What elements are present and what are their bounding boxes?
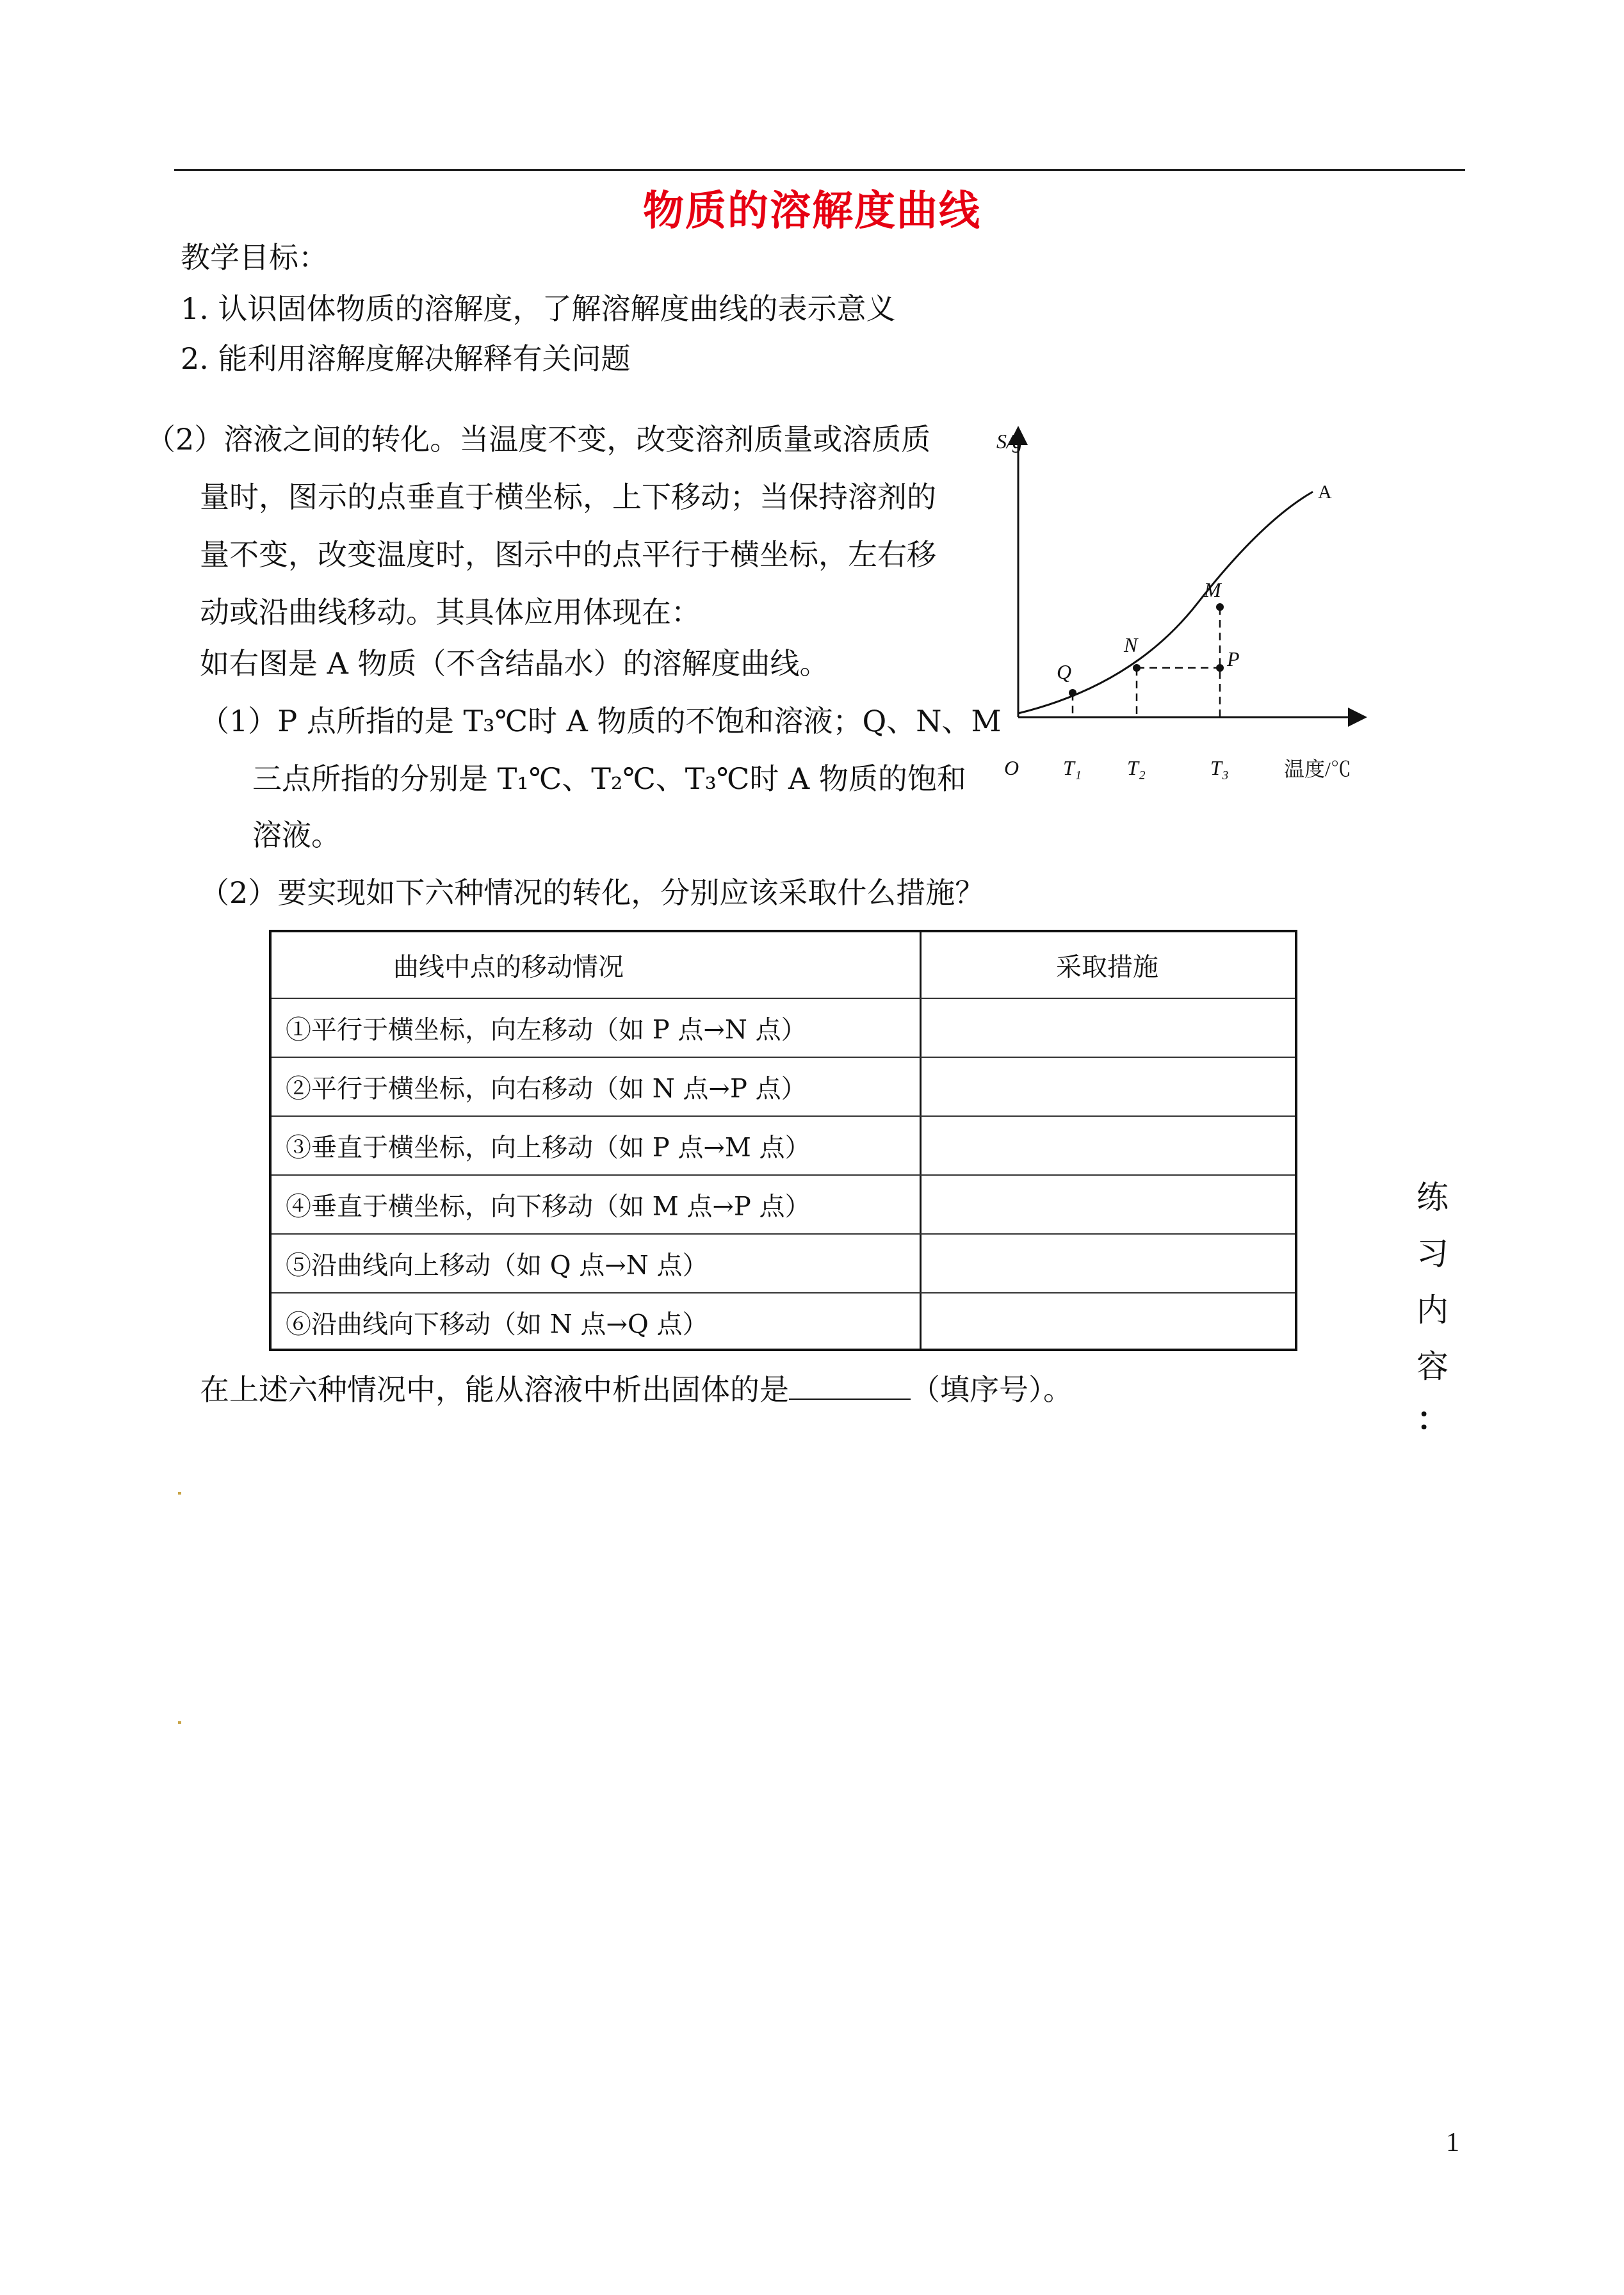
table-row [272,1057,1295,1115]
measure-cell-5[interactable] [920,1235,1295,1292]
row-desc-3: ③垂直于横坐标，向上移动（如 P 点→M 点） [286,1133,811,1163]
section-line-4: 动或沿曲线移动。其具体应用体现在： [200,595,701,629]
side-label-char-4: 容 [1417,1348,1449,1385]
section-line-6: （1）P 点所指的是 T₃℃时 A 物质的不饱和溶液；Q、N、M [200,704,1002,738]
x-tick-t2: T₂ [1127,756,1146,779]
table-header-left-cell [272,932,920,998]
section-line-8: 溶液。 [252,818,341,852]
solubility-curve-chart [980,416,1377,794]
objective-item-1: 1. 认识固体物质的溶解度，了解溶解度曲线的表示意义 [181,291,896,326]
section-line-7: 三点所指的分别是 T₁℃、T₂℃、T₃℃时 A 物质的饱和 [252,761,966,796]
table-row [272,1115,1295,1174]
row-desc-6: ⑥沿曲线向下移动（如 N 点→Q 点） [286,1310,708,1340]
x-tick-t1: T₁ [1063,756,1082,779]
table-row [272,998,1295,1057]
origin-label: O [1004,756,1019,779]
row-desc-2: ②平行于横坐标，向右移动（如 N 点→P 点） [286,1074,807,1104]
table-cell-desc [272,1058,920,1115]
side-label-char-1: 练 [1417,1179,1449,1216]
row-desc-1: ①平行于横坐标，向左移动（如 P 点→N 点） [286,1015,807,1045]
movement-table [269,930,1297,1351]
measure-cell-3[interactable] [920,1117,1295,1174]
row-desc-5: ⑤沿曲线向上移动（如 Q 点→N 点） [286,1251,708,1281]
side-label-char-2: 习 [1417,1235,1449,1272]
fill-blank-question [200,1370,1073,1409]
fill-blank-before: 在上述六种情况中，能从溶液中析出固体的是 [200,1372,789,1407]
page-title: 物质的溶解度曲线 [643,188,981,235]
question-2: （2）要实现如下六种情况的转化，分别应该采取什么措施？ [200,875,985,910]
table-header-right-cell [920,932,1295,998]
table-row [272,1233,1295,1292]
table-row [272,1174,1295,1233]
section-line-5: 如右图是 A 物质（不含结晶水）的溶解度曲线。 [200,646,829,681]
scan-mark [178,1721,181,1724]
row-desc-4: ④垂直于横坐标，向下移动（如 M 点→P 点） [286,1192,811,1222]
table-cell-desc [272,1117,920,1174]
point-label-p: P [1227,647,1240,670]
series-a-label: A [1318,482,1332,503]
section-line-2: 量时，图示的点垂直于横坐标，上下移动；当保持溶剂的 [200,480,936,514]
objectives-heading: 教学目标： [181,240,328,275]
measure-cell-6[interactable] [920,1293,1295,1351]
table-header-left: 曲线中点的移动情况 [393,952,624,982]
answer-blank[interactable] [789,1373,911,1400]
section-line-3: 量不变，改变温度时，图示中的点平行于横坐标，左右移 [200,537,936,572]
section-line-1: （2）溶液之间的转化。当温度不变，改变溶剂质量或溶质质 [146,422,931,457]
table-cell-desc [272,999,920,1057]
table-cell-desc [272,1293,920,1351]
side-label-char-3: 内 [1417,1292,1449,1329]
measure-cell-1[interactable] [920,999,1295,1057]
measure-cell-4[interactable] [920,1176,1295,1233]
point-n [1133,664,1141,672]
fill-blank-after: （填序号）。 [911,1372,1073,1407]
side-label-char-5: ： [1417,1400,1449,1438]
table-cell-desc [272,1235,920,1292]
x-tick-t3: T₃ [1210,756,1229,779]
point-label-q: Q [1057,660,1072,683]
page-number: 1 [1446,2128,1459,2157]
point-label-m: M [1204,578,1221,601]
point-p [1216,664,1224,672]
point-q [1069,689,1076,697]
point-label-n: N [1124,633,1138,656]
table-header-right: 采取措施 [1056,952,1158,982]
top-rule [174,169,1465,171]
table-header-row [272,932,1295,998]
table-cell-desc [272,1176,920,1233]
objective-item-2: 2. 能利用溶解度解决解释有关问题 [181,341,631,376]
measure-cell-2[interactable] [920,1058,1295,1115]
x-axis-label: 温度/℃ [1284,758,1351,781]
scan-mark [178,1492,181,1495]
table-row [272,1292,1295,1351]
y-axis-label: S/g [996,430,1023,453]
point-m [1216,603,1224,611]
